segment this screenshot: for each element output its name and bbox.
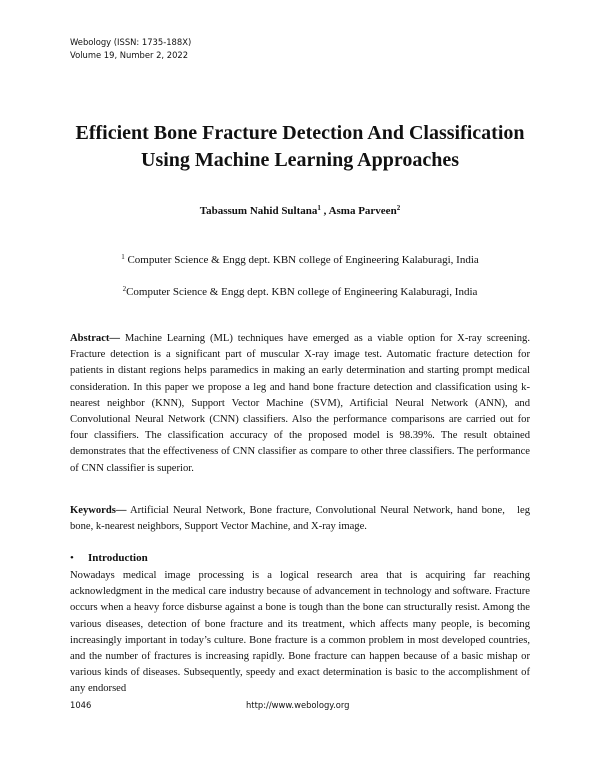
title-line-2: Using Machine Learning Approaches xyxy=(141,149,459,171)
abstract xyxy=(70,331,530,477)
author-1-sup: 1 xyxy=(317,204,321,212)
affiliation-2-text: Computer Science & Engg dept. KBN college of Engineering Kalaburagi, India xyxy=(126,286,478,298)
introduction-body xyxy=(70,568,530,698)
paper-title xyxy=(40,120,560,174)
keywords-text: Artificial Neural Network, Bone fracture, Convolutional Neural Network, hand bone, leg bone, k-nearest neighbors, Support Vector Machine, and X-ray image. xyxy=(70,505,533,533)
abstract-label: Abstract— xyxy=(70,333,121,344)
journal-header xyxy=(70,36,191,62)
affiliation-1-text: Computer Science & Engg dept. KBN college of Engineering Kalaburagi, India xyxy=(124,254,479,266)
author-1: Tabassum Nahid Sultana xyxy=(199,205,318,217)
author-list xyxy=(60,205,540,217)
author-2-sup: 2 xyxy=(396,204,401,212)
page-number: 1046 xyxy=(70,700,92,710)
bullet-icon: • xyxy=(70,552,74,564)
section-heading-introduction xyxy=(70,552,148,564)
author-2: Asma Parveen xyxy=(328,205,397,217)
affiliation-2 xyxy=(60,286,540,298)
journal-issn: Webology (ISSN: 1735-188X) xyxy=(70,37,192,47)
affiliation-1-sup: 1 xyxy=(121,253,125,261)
introduction-heading: Introduction xyxy=(88,552,148,564)
journal-volume: Volume 19, Number 2, 2022 xyxy=(70,50,189,60)
affiliation-2-sup: 2 xyxy=(122,285,127,293)
introduction-text: Nowadays medical image processing is a logical research area that is acquiring far reaching acknowledgment in the medical care industry because of advancement in technology and software. Fracture occurs when a heavy force disburse against a bone is tough than the bone can structurally resist. Among the various diseases, detection of bone fracture and its treatment, which affects many people, is becoming increasingly important in today’s culture. Bone fracture is a common problem in most developed countries, and the number of fractures is increasing rapidly. Bone fracture can happen because of a basic mishap or various kinds of diseases. Subsequently, speedy and exact determination is basic to the accomplishment of any endorsed xyxy=(70,570,530,695)
journal-url[interactable]: http://www.webology.org xyxy=(246,700,350,710)
keywords-label: Keywords— xyxy=(70,505,127,516)
keywords xyxy=(70,503,533,535)
title-line-1: Efficient Bone Fracture Detection And Classification xyxy=(75,122,525,144)
affiliation-1 xyxy=(60,254,540,266)
author-separator: , xyxy=(320,205,329,217)
abstract-text: Machine Learning (ML) techniques have emerged as a viable option for X-ray screening. Fracture detection is a significant part of muscular X-ray image test. Automatic fracture detection for patients in distant regions helps paramedics in making an early determination and starting prompt medical consideration. In this paper we propose a leg and hand bone fracture detection and classification using k-nearest neighbor (KNN), Support Vector Machine (SVM), Artificial Neural Network (ANN), and Convolutional Neural Network (CNN) classifiers. Also the performance comparisons are carried out for four classifiers. The classification accuracy of the proposed model is 98.39%. The result obtained demonstrates that the effectiveness of CNN classifier as compare to other three classifiers. The performance of CNN classifier is superior. xyxy=(70,333,530,474)
